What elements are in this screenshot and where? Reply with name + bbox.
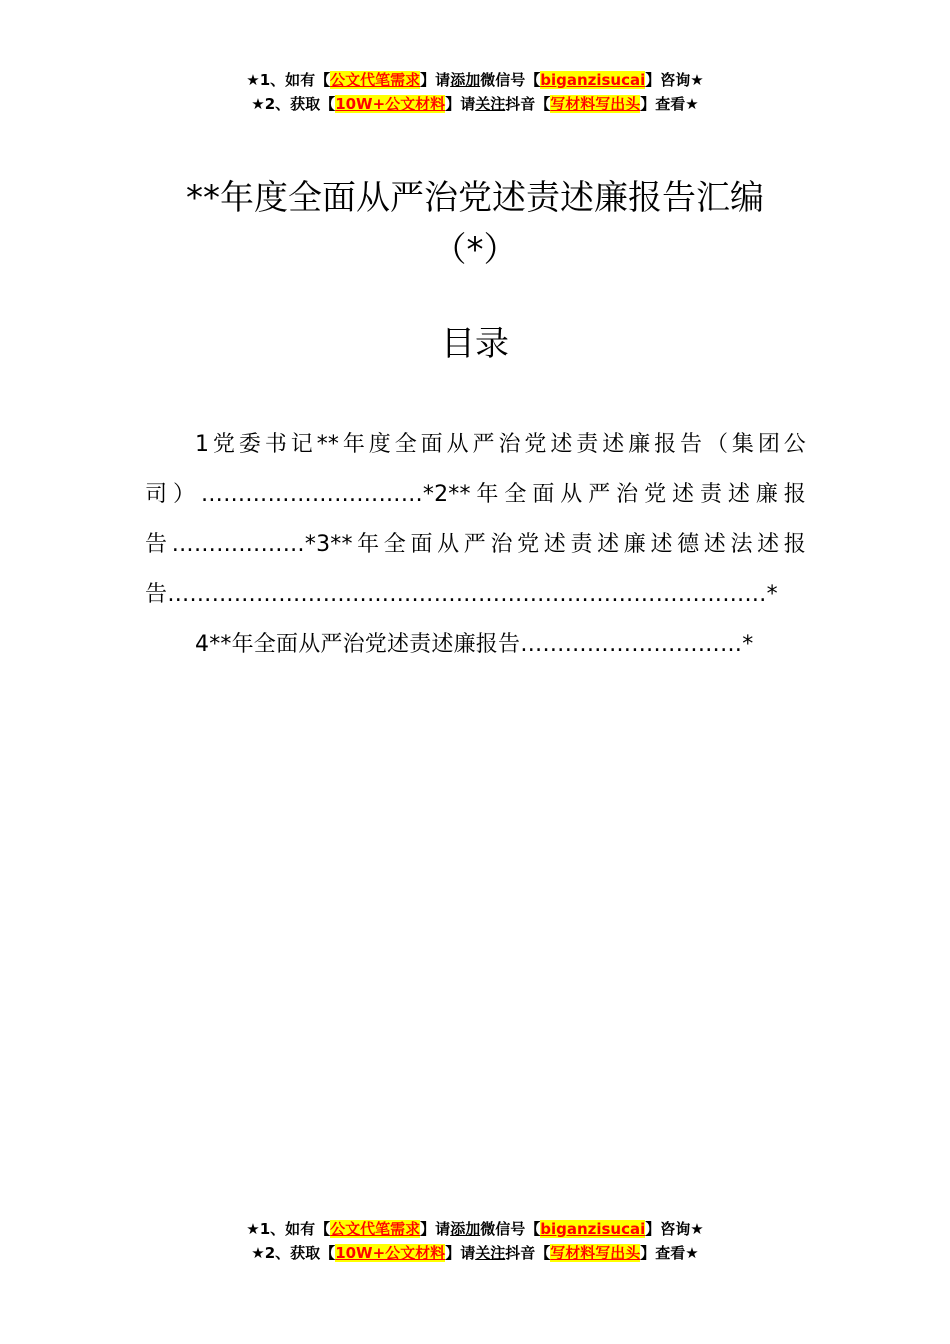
document-title (0, 172, 950, 276)
highlight-wechat-id: biganzisucai (540, 71, 646, 89)
banner-line-1 (0, 68, 950, 92)
banner-text: 】请 (420, 1220, 451, 1238)
highlight-service: 公文代笔需求 (330, 71, 421, 89)
toc-page-number: * (766, 582, 778, 607)
highlight-douyin-account: 写材料写出头 (550, 95, 641, 113)
banner-text: ★1、如有【 (246, 1220, 331, 1238)
toc-leader: ……………………………………………………………………… (167, 582, 767, 607)
toc-entry-text: 1党委书记**年度全面从严治党述责述廉报告（集团公司） (145, 432, 806, 507)
title-line-1: **年度全面从严治党述责述廉报告汇编 (186, 178, 764, 218)
banner-text: 】咨询★ (645, 1220, 704, 1238)
banner-text: 添加 (450, 71, 481, 89)
toc-page-number: * (304, 532, 317, 557)
toc-entry-text: 2**年全面从严治党述责述廉报告 (145, 482, 806, 557)
footer-banner (0, 1217, 950, 1265)
banner-text: 微信号【 (480, 71, 541, 89)
highlight-douyin-account: 写材料写出头 (550, 1244, 641, 1262)
banner-text: 微信号【 (480, 1220, 541, 1238)
toc-leader: ……………… (171, 532, 305, 557)
title-line-2: （*） (432, 230, 518, 270)
banner-text: 】咨询★ (645, 71, 704, 89)
highlight-wechat-id: biganzisucai (540, 1220, 646, 1238)
banner-text: ★2、获取【 (251, 95, 336, 113)
banner-line-2 (0, 1241, 950, 1265)
toc-entry-4[interactable] (145, 620, 806, 670)
banner-line-2 (0, 92, 950, 116)
header-banner (0, 68, 950, 116)
banner-text: 抖音【 (505, 1244, 551, 1262)
toc-leader: ………………………… (200, 482, 423, 507)
banner-text: 】查看★ (640, 1244, 699, 1262)
banner-text: ★2、获取【 (251, 1244, 336, 1262)
banner-text: 】请 (445, 1244, 476, 1262)
table-of-contents (145, 420, 806, 670)
toc-page-number: * (742, 632, 754, 657)
banner-line-1 (0, 1217, 950, 1241)
banner-text: 】请 (445, 95, 476, 113)
banner-text: ★1、如有【 (246, 71, 331, 89)
highlight-materials: 10W+公文材料 (335, 1244, 446, 1262)
banner-text: 抖音【 (505, 95, 551, 113)
banner-text: 】查看★ (640, 95, 699, 113)
toc-entry-text: 3**年全面从严治党述责述廉述德述法述报告 (145, 532, 807, 607)
toc-heading: 目录 (441, 324, 509, 364)
highlight-service: 公文代笔需求 (330, 1220, 421, 1238)
banner-text: 关注 (475, 95, 506, 113)
toc-page-number: * (422, 482, 435, 507)
banner-text: 添加 (450, 1220, 481, 1238)
toc-entry-text: 4**年全面从严治党述责述廉报告 (195, 632, 521, 657)
highlight-materials: 10W+公文材料 (335, 95, 446, 113)
banner-text: 关注 (475, 1244, 506, 1262)
banner-text: 】请 (420, 71, 451, 89)
toc-leader: ………………………… (520, 632, 743, 657)
